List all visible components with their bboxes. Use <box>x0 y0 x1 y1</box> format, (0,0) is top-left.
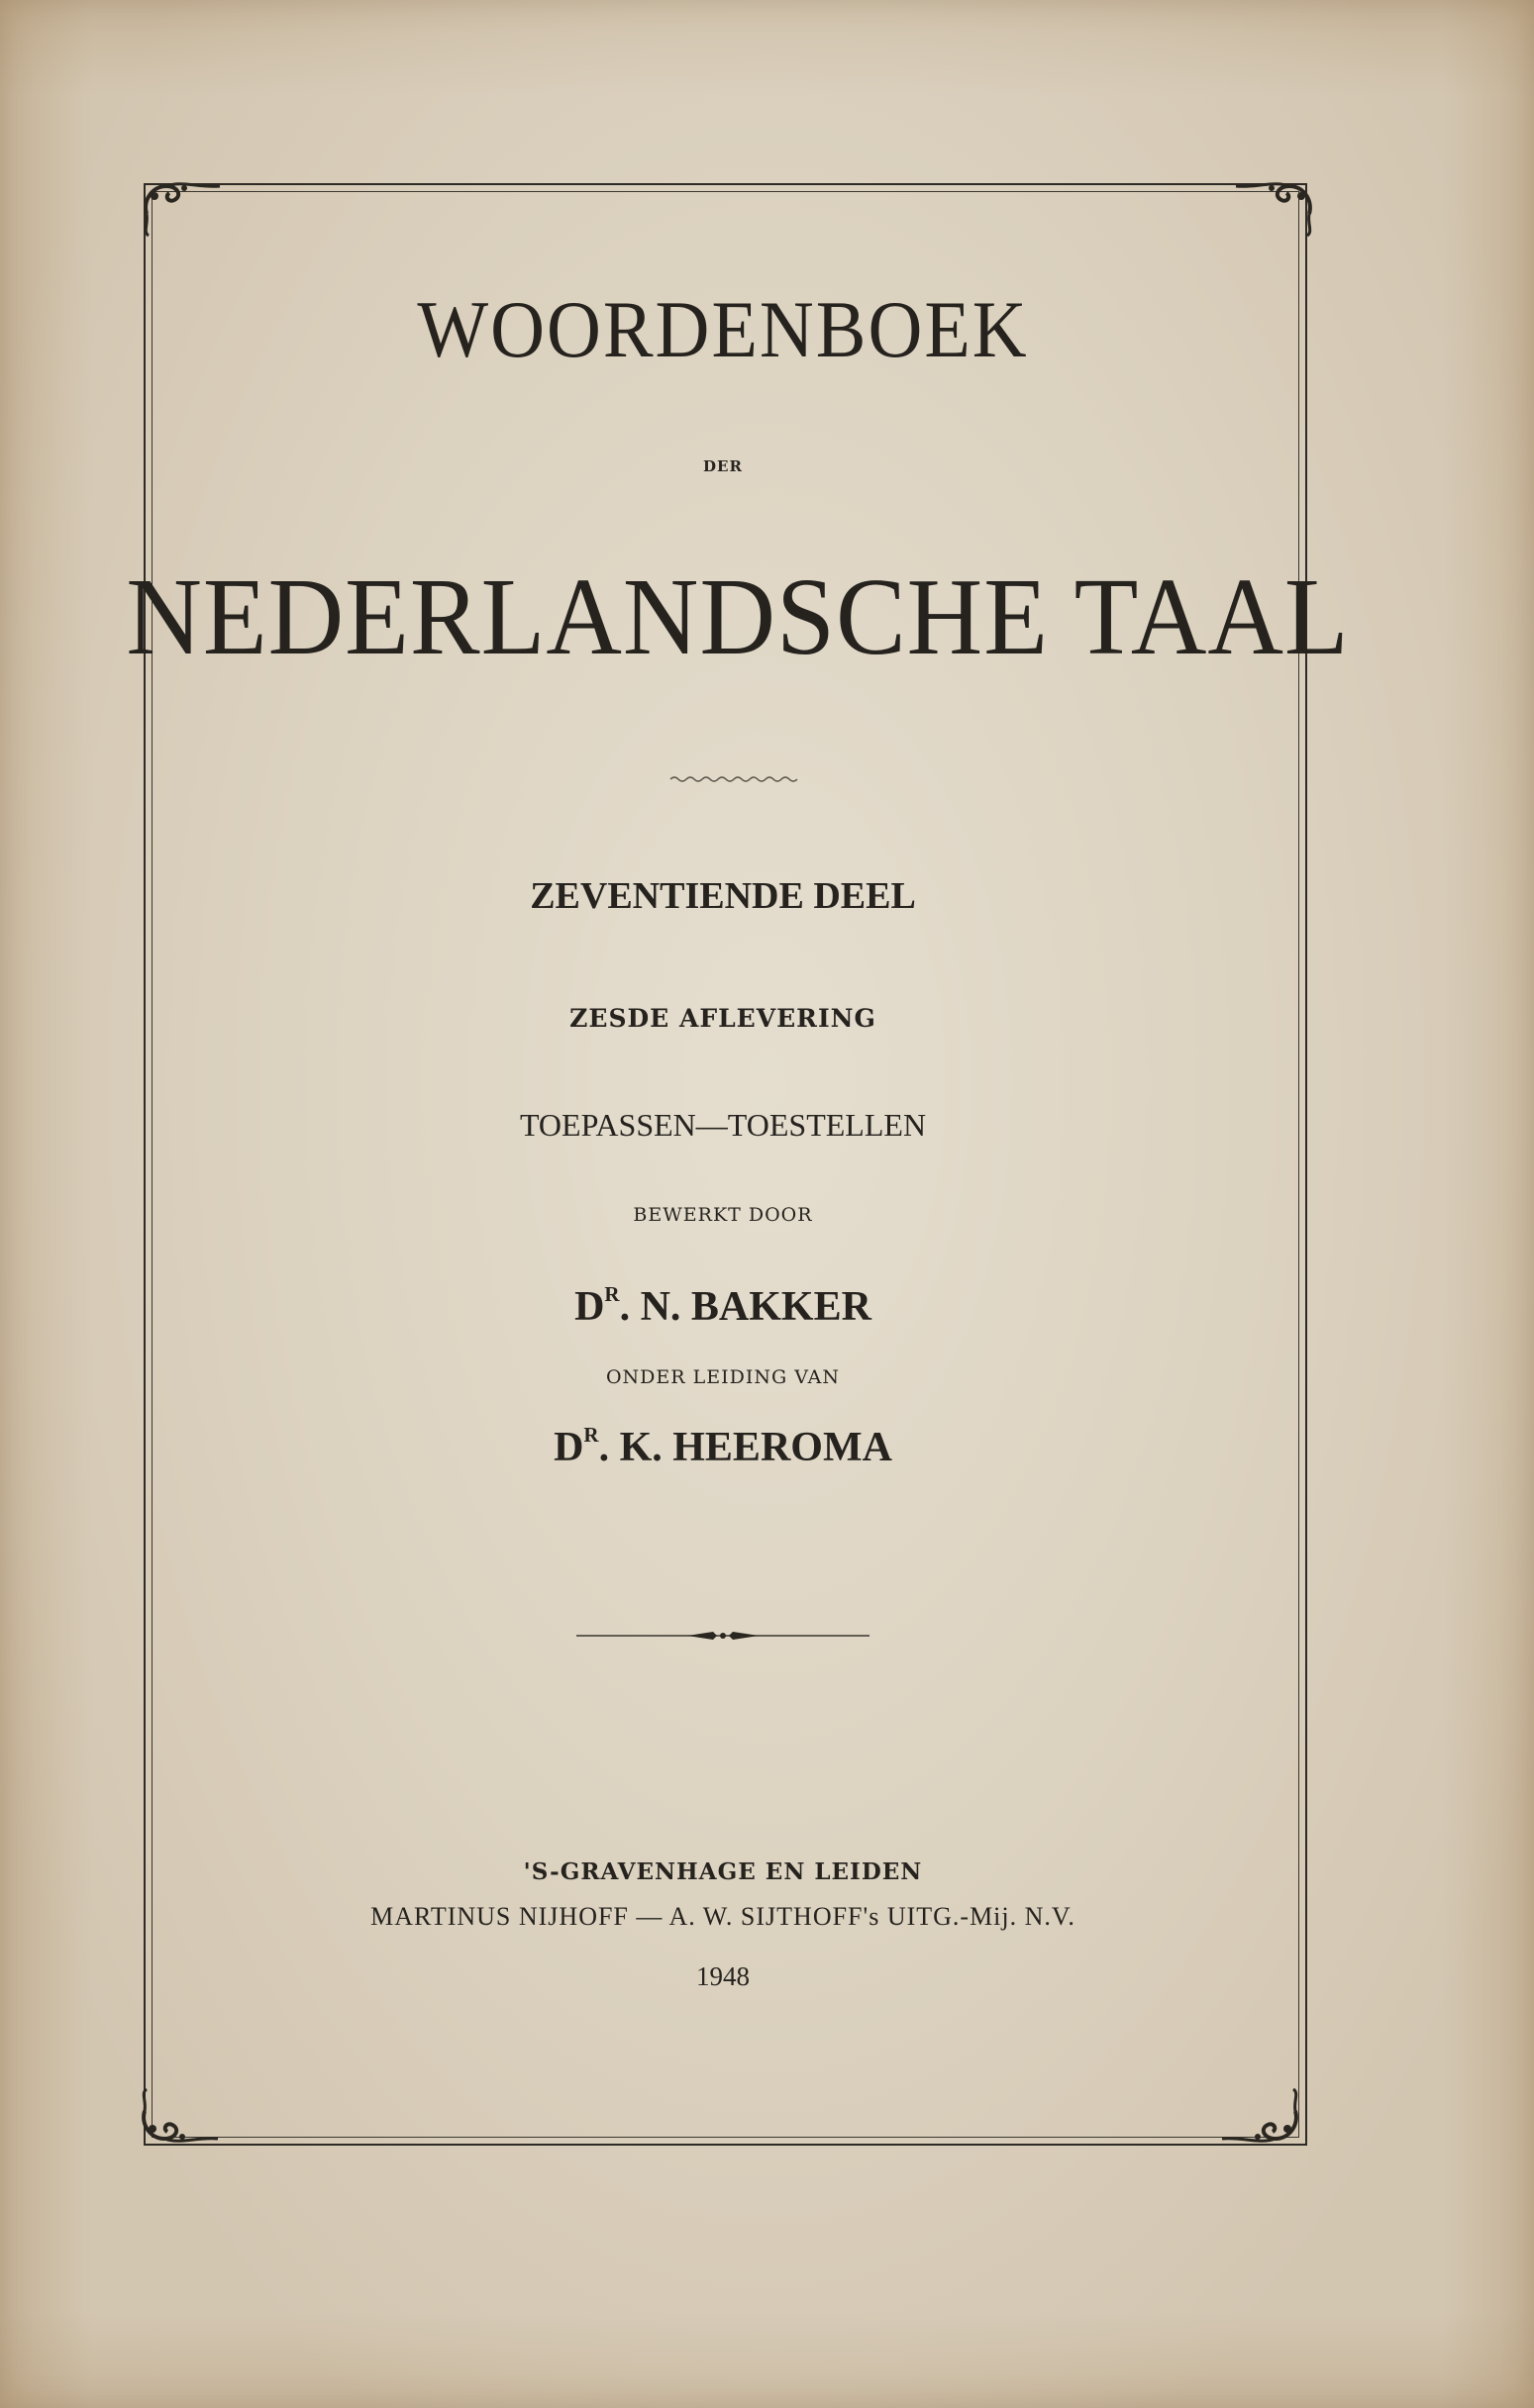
title-line-2: NEDERLANDSCHE TAAL <box>126 555 1350 677</box>
author-prefix-superscript: R <box>604 1282 620 1306</box>
supervisor-prefix-superscript: R <box>583 1423 599 1447</box>
border-frame-inner <box>152 191 1299 2138</box>
corner-ornament-bottom-right <box>1220 2087 1303 2151</box>
title-connector: DER <box>703 457 743 475</box>
supervisor-surname: . K. HEEROMA <box>598 1424 892 1470</box>
corner-ornament-bottom-left <box>137 2087 220 2151</box>
ornamental-rule <box>576 1628 869 1644</box>
supervised-by-label: ONDER LEIDING VAN <box>605 1366 840 1388</box>
author-prefix: D <box>574 1283 605 1330</box>
installment-label: ZESDE AFLEVERING <box>569 1004 876 1033</box>
title-line-1: WOORDENBOEK <box>417 284 1029 375</box>
supervisor-name <box>0 1423 1446 1471</box>
corner-ornament-top-right <box>1234 174 1317 238</box>
imprint-year: 1948 <box>696 1961 750 1991</box>
squiggle-divider <box>668 772 799 786</box>
entry-range: TOEPASSEN—TOESTELLEN <box>519 1107 927 1143</box>
volume-label: ZEVENTIENDE DEEL <box>530 875 916 917</box>
author-name <box>0 1282 1446 1331</box>
corner-ornament-top-left <box>139 174 222 238</box>
imprint-place: 'S-GRAVENHAGE EN LEIDEN <box>523 1858 923 1885</box>
supervisor-prefix: D <box>554 1424 584 1470</box>
author-surname: . N. BAKKER <box>619 1283 871 1330</box>
edited-by-label: BEWERKT DOOR <box>633 1204 813 1226</box>
imprint-publisher: MARTINUS NIJHOFF — A. W. SIJTHOFF's UITG.-Mij. N.V. <box>370 1902 1075 1931</box>
